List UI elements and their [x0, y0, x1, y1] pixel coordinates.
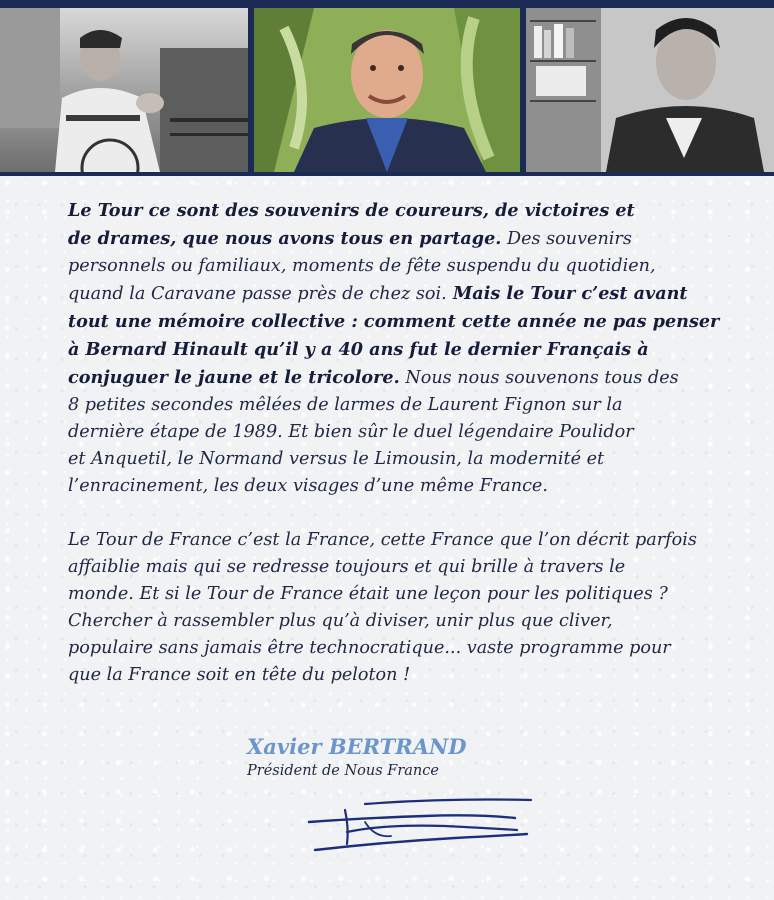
photo-strip	[0, 0, 774, 176]
xavier-bertrand-photo	[254, 8, 520, 172]
cyclist-photo	[0, 8, 248, 172]
p1-bold-1: Le Tour ce sont des souvenirs de coureurs, de victoires et de drames, que nous avons tous en partage.	[68, 200, 635, 249]
handwritten-signature	[305, 792, 537, 854]
paragraph-2: Le Tour de France c’est la France, cette France que l’on décrit parfois affaiblie mais qui se redresse toujours et qui brille à travers le monde. Et si le Tour de France était une leçon pour les politiques ? Chercher à rassembler plus qu’à diviser, unir plus que cliver, populaire sans jamais être technocratique... vaste programme pour que la France soit en tête du peloton !	[68, 530, 697, 685]
author-title: Président de Nous France	[247, 763, 439, 779]
paragraph-1: Le Tour ce sont des souvenirs de coureurs, de victoires et de drames, que nous avons tous en partage. Des souvenirs personnels ou familiaux, moments de fête suspendu du quotidien, quand la Caravane passe près de chez soi. Mais le Tour c’est avant tout une mémoire collective : comment cette année ne pas penser à Bernard Hinault qu’il y a 40 ans fut le dernier Français à conjuguer le jaune et le tricolore. Nous nous souvenons tous des 8 petites secondes mêlées de larmes de Laurent Fignon sur la dernière étape de 1989. Et bien sûr le duel légendaire Poulidor et Anquetil, le Normand versus le Limousin, la modernité et l’enracinement, les deux visages d’une même France.	[68, 200, 720, 496]
portrait-bookshelf-photo	[526, 8, 774, 172]
editorial-text	[68, 197, 728, 689]
p1-bold-2: Mais le Tour c’est avant tout une mémoire collective : comment cette année ne pas penser à Bernard Hinault qu’il y a 40 ans fut le dernier Français à conjuguer le jaune et le tricolore.	[68, 283, 720, 388]
author-name: Xavier BERTRAND	[247, 734, 467, 759]
signature-block	[247, 733, 647, 781]
